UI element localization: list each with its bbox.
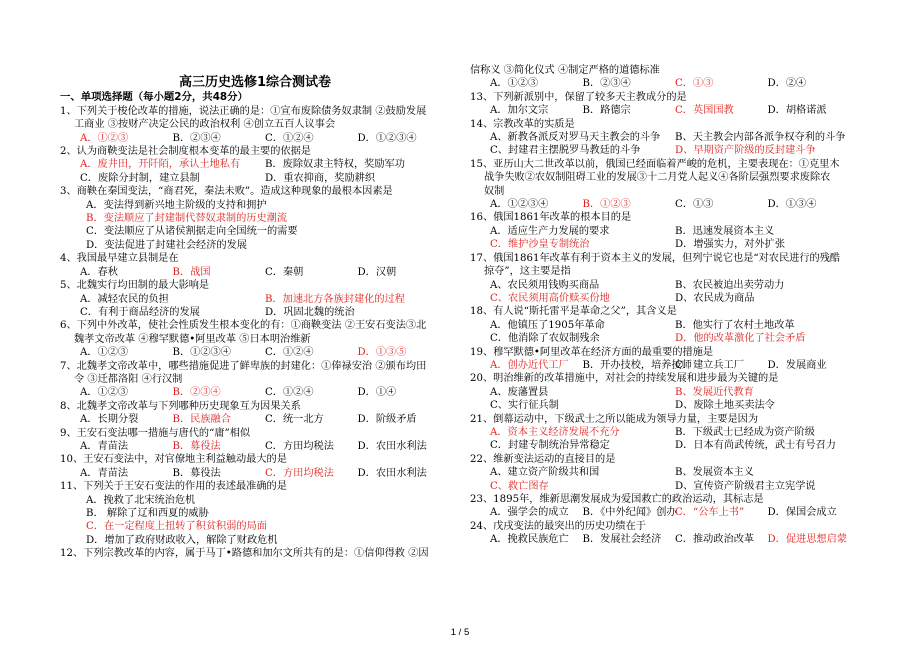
answer-option: D．保国会成立	[767, 507, 837, 519]
answer-option: A．①②③	[80, 387, 129, 399]
answer-option: B、农民被迫出卖劳动力	[675, 279, 785, 291]
question-text: 1、下列关于梭伦改革的措施，说法正确的是：①宣布废除债务奴隶制 ②鼓励发展	[60, 105, 427, 117]
answer-option: D．促进思想启蒙	[767, 534, 847, 546]
answer-option: A、废藩置县	[490, 386, 549, 398]
answer-options-row	[470, 480, 860, 493]
answer-option: C、救亡图存	[490, 480, 549, 492]
answer-option: C、封建君主摆脱罗马教廷的斗争	[490, 145, 641, 157]
answer-option: D．日本有尚武传统，武士有号召力	[675, 440, 836, 452]
question-text: 12、下列宗教改革的内容，属于马丁•路德和加尔文所共有的是：①信仰得救 ②因	[60, 548, 429, 560]
answer-option: B．开办技校，培养技师	[582, 359, 692, 371]
answer-option: D、早期资产阶级的反封建斗争	[675, 145, 816, 157]
answer-option: C．秦朝	[265, 266, 304, 278]
question-text: 3、商鞅在秦国变法，“商君死，秦法未败”。造成这种现象的最根本因素是	[60, 186, 393, 198]
answer-option: B．下级武士已经成为资产阶级	[675, 426, 815, 438]
answer-options-row	[60, 467, 450, 480]
answer-option: A．废井田，开阡陌，承认土地私有	[80, 159, 241, 171]
question-text: 10、王安石变法中，对官僚地主利益触动最大的是	[60, 454, 287, 466]
answer-option: C．在一定程度上扭转了积贫积弱的局面	[86, 521, 267, 533]
answer-option: A．长期分裂	[80, 414, 139, 426]
answer-option: B．发展社会经济	[582, 534, 662, 546]
answer-option: B．路德宗	[582, 105, 631, 117]
question-text: 7、北魏孝文帝改革中，哪些措施促进了鲜卑族的封建化：①俸禄安治 ②颁布均田	[60, 360, 427, 372]
answer-option: C．推动政治改革	[675, 534, 755, 546]
answer-option: A．变法得到新兴地主阶级的支持和拥护	[86, 199, 267, 211]
answer-options-row	[470, 426, 860, 439]
section-heading: 一、单项选择题（每小题2分，共48分）	[60, 91, 248, 104]
answer-option: A、建立资产阶级共和国	[490, 467, 600, 479]
answer-option: B．②③④	[582, 78, 631, 90]
answer-option: C．①②④	[265, 347, 314, 359]
answer-option: B．募役法	[172, 467, 221, 479]
answer-option: D、废除土地买卖法令	[675, 400, 775, 412]
question-text: 11、下列关于王安石变法的作用的表述最准确的是	[60, 481, 287, 493]
answer-option: D．重农抑商，奖励耕织	[265, 172, 376, 184]
answer-option: D．农田水利法	[357, 467, 427, 479]
answer-options-row	[470, 399, 860, 412]
answer-options-row	[470, 144, 860, 157]
answer-option: B．《中外纪闻》创办	[582, 507, 677, 519]
answer-option: A．适应生产力发展的要求	[490, 225, 610, 237]
answer-option: A．减轻农民的负担	[80, 293, 169, 305]
question-text: 13、下列新派别中，保留了较多天主教成分的是	[470, 91, 687, 103]
question-text: 21、倒幕运动中，下级武士之所以能成为领导力量，主要是因为	[470, 413, 759, 425]
answer-option: D、农民成为商品	[675, 292, 755, 304]
question-text: 24、戊戌变法的最突出的历史功绩在于	[470, 520, 646, 532]
answer-options-row	[60, 346, 450, 359]
answer-option: A．挽救民族危亡	[490, 534, 569, 546]
answer-option: D．发展商业	[767, 359, 827, 371]
answer-option: B．募役法	[172, 440, 221, 452]
question-text: 15、亚历山大二世改革以前，俄国已经面临着严峻的危机，主要表现在：①克里木	[470, 158, 840, 170]
answer-option: B．变法顺应了封建制代替奴隶制的历史潮流	[86, 213, 288, 225]
answer-option: D．巩固北魏的统治	[265, 306, 355, 318]
question-text: 8、北魏孝文帝改革与下列哪种历史现象互为因果关系	[60, 400, 301, 412]
answer-option: B． 解除了辽和西夏的威胁	[86, 508, 209, 519]
answer-option: B．战国	[172, 266, 211, 278]
answer-options-row	[470, 225, 860, 238]
answer-option: B．他实行了农村土地改革	[675, 319, 795, 331]
answer-options-row	[470, 359, 860, 372]
answer-option: D．汉朝	[357, 266, 397, 278]
answer-option: C．废除分封制，建立县制	[80, 172, 200, 184]
answer-options-row	[470, 466, 860, 479]
answer-options-row	[470, 386, 860, 399]
question-text: 17、俄国1861年改革有利于资本主义的发展，但列宁说它也是“对农民进行的残酷	[470, 252, 841, 264]
answer-options-row	[60, 306, 450, 319]
answer-option: C、农民须用高价赎买份地	[490, 292, 610, 304]
question-text-continued: 奴制	[484, 185, 505, 197]
answer-option: C．①③	[675, 199, 714, 211]
question-text: 2、认为商鞅变法是社会制度根本变革的最主要的依据是	[60, 146, 311, 158]
question-text: 16、俄国1861年改革的根本目的是	[470, 212, 632, 224]
answer-option: A．①②③④	[490, 199, 549, 211]
question-text-continued: 魏孝文帝改革 ④穆罕默德•阿里改革 ⑤日本明治维新	[74, 333, 311, 345]
answer-option: A．他镇压了1905年革命	[490, 319, 605, 331]
answer-options-row	[470, 439, 860, 452]
answer-option: A．强学会的成立	[490, 507, 569, 519]
question-text-continued: 工商业 ③按财产决定公民的政治权利 ④创立五百人议事会	[74, 119, 336, 131]
page-number: 1 / 5	[450, 627, 470, 638]
question-text: 6、下列中外改革，使社会性质发生根本变化的有：①商鞅变法 ②王安石变法③北	[60, 320, 427, 332]
answer-options-row	[60, 158, 450, 171]
answer-option: B．迅速发展资本主义	[675, 225, 775, 237]
answer-options-row	[470, 506, 860, 519]
answer-options-row	[470, 104, 860, 117]
answer-option: A．青苗法	[80, 467, 129, 479]
answer-option: A．①②③	[490, 78, 539, 90]
answer-option: A．①②③	[80, 132, 129, 144]
answer-option: C．①②④	[265, 387, 314, 399]
answer-option: B．②③④	[172, 387, 221, 399]
answer-option: C．有利于商品经济的发展	[80, 306, 200, 318]
answer-options-row	[470, 319, 860, 332]
answer-options-row	[60, 132, 450, 145]
answer-option: D．阶级矛盾	[357, 414, 417, 426]
answer-option: A、新教各派反对罗马天主教会的斗争	[490, 132, 661, 144]
answer-options-row	[470, 131, 860, 144]
answer-options-row	[470, 332, 860, 345]
answer-option: C．他消除了农奴制残余	[490, 333, 600, 345]
answer-option: D．①④	[357, 387, 397, 399]
answer-options-row	[60, 386, 450, 399]
answer-option: C．统一北方	[265, 414, 324, 426]
answer-option: A．加尔文宗	[490, 105, 549, 117]
answer-option: B、发展近代教育	[675, 386, 754, 398]
answer-option: C．①②④	[265, 132, 314, 144]
question-text: 19、穆罕默德•阿里改革在经济方面的最重要的措施是	[470, 346, 714, 358]
answer-option: C．“公车上书”	[675, 507, 745, 519]
answer-options-row	[60, 440, 450, 453]
answer-option: C．方田均税法	[265, 440, 334, 452]
answer-option: A．创办近代工厂	[490, 359, 569, 371]
answer-option: D．②④	[767, 78, 807, 90]
answer-option: D．胡格诺派	[767, 105, 827, 117]
question-text: 5、北魏实行均田制的最大影响是	[60, 280, 210, 292]
answer-option: A、农民须用钱购买商品	[490, 279, 600, 291]
answer-option: A．①②③	[80, 347, 129, 359]
answer-option: A．挽救了北宋统治危机	[86, 494, 196, 506]
left-column	[60, 76, 450, 561]
question-text: 14、宗教改革的实质是	[470, 118, 575, 130]
question-text-continued: 掠夺”，这主要是指	[484, 266, 571, 278]
question-text-continued: 战争失败②农奴制阻碍工业的发展③十二月党人起义④各阶层强烈要求废除农	[484, 172, 831, 184]
answer-option: B．①②③	[582, 199, 631, 211]
answer-option: B．民族融合	[172, 414, 231, 426]
answer-option: D．①③④	[767, 199, 817, 211]
question-text: 18、有人说“斯托雷平是革命之父”，其含义是	[470, 306, 677, 318]
answer-option: B、天主教会内部各派争权夺利的斗争	[675, 132, 846, 144]
answer-options-row	[470, 533, 860, 546]
answer-options-row	[470, 77, 860, 90]
answer-option: D．①③⑤	[357, 347, 407, 359]
question-text-continued: 令 ③迁都洛阳 ④行汉制	[74, 373, 183, 385]
answer-option: C．英国国教	[675, 105, 734, 117]
question-text: 23、1895年，维新思潮发展成为爱国救亡的政治运动，其标志是	[470, 494, 764, 505]
answer-option: D．①②③④	[357, 132, 417, 144]
answer-options-row	[470, 198, 860, 211]
page-title: 高三历史选修1综合测试卷	[178, 75, 332, 90]
answer-option: D．农田水利法	[357, 440, 427, 452]
question-text: 信称义 ③简化仪式 ④制定严格的道德标准	[470, 65, 660, 76]
answer-option: D．变法促进了封建社会经济的发展	[86, 239, 247, 251]
answer-option: D、宣传资产阶级君主立宪学说	[675, 480, 816, 492]
question-text: 9、王安石变法哪一措施与唐代的“庸”相似	[60, 427, 251, 439]
answer-option: D．增加了政府财政收入，解除了财政危机	[86, 534, 278, 546]
right-column	[470, 64, 860, 547]
answer-option: B．废除奴隶主特权，奖励军功	[265, 159, 405, 171]
answer-option: A．青苗法	[80, 440, 129, 452]
answer-option: B．①②③④	[172, 347, 231, 359]
answer-option: D．他的改革激化了社会矛盾	[675, 333, 806, 345]
answer-option: C．方田均税法	[265, 467, 334, 479]
answer-option: C．维护沙皇专制统治	[490, 239, 590, 251]
answer-option: D．增强实力，对外扩张	[675, 239, 786, 251]
answer-option: B、发展资本主义	[675, 467, 754, 479]
answer-option: C．建立兵工厂	[675, 359, 744, 371]
answer-option: C．变法顺应了从诸侯割据走向全国统一的需要	[86, 226, 298, 238]
answer-option: C．①③	[675, 78, 714, 90]
answer-options-row	[60, 172, 450, 185]
answer-option: C．封建专制统治异常稳定	[490, 440, 610, 452]
answer-options-row	[470, 279, 860, 292]
answer-options-row	[60, 293, 450, 306]
question-text: 20、明治维新的改革措施中，对社会的持续发展和进步最为关键的是	[470, 373, 779, 385]
question-text: 4、我国最早建立县制是在	[60, 253, 179, 265]
answer-option: C、实行征兵制	[490, 400, 559, 412]
answer-options-row	[60, 266, 450, 279]
answer-options-row	[60, 413, 450, 426]
answer-option: B．加速北方各族封建化的过程	[265, 293, 405, 305]
answer-option: A．资本主义经济发展不充分	[490, 426, 620, 438]
question-text: 22、维新变法运动的直接目的是	[470, 453, 616, 465]
answer-options-row	[470, 238, 860, 251]
answer-option: B．②③④	[172, 132, 221, 144]
answer-options-row	[470, 292, 860, 305]
answer-option: A．春秋	[80, 266, 118, 278]
